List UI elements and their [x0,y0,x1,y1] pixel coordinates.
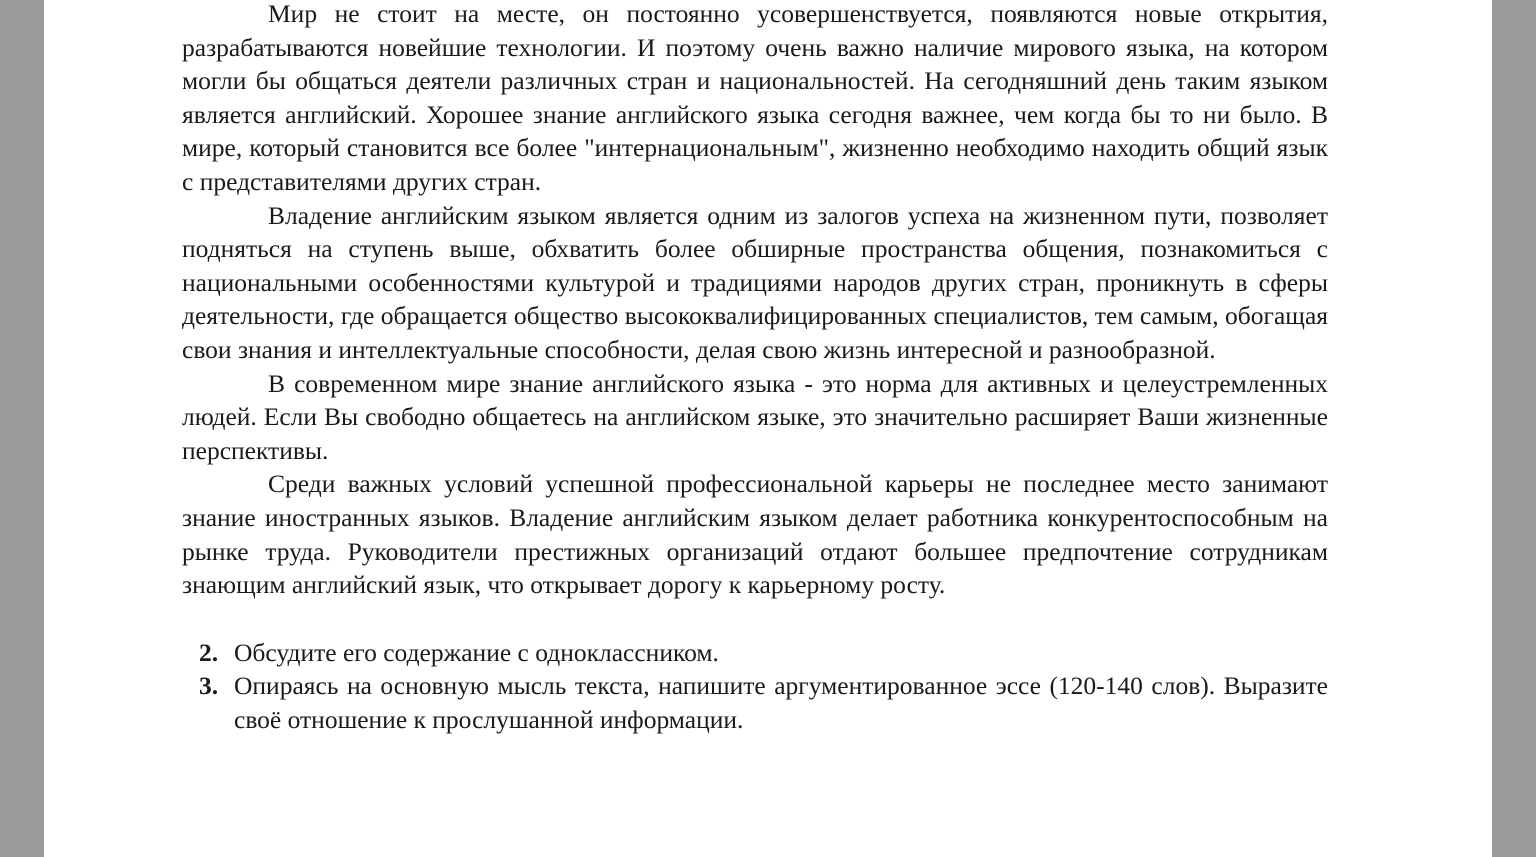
paragraph-spacer [182,602,1328,636]
task-item-3 [182,669,1328,736]
task-text: Опираясь на основную мысль текста, напишите аргументированное эссе (120-140 слов). Выразите своё отношение к прослушанной информации. [234,671,1328,734]
paragraph-4: Среди важных условий успешной профессиональной карьеры не последнее место занимают знание иностранных языков. Владение английским языком делает работника конкурентоспособным на рынке труда. Руководители престижных организаций отдают большее предпочтение сотрудникам знающим английский язык, что открывает дорогу к карьерному росту. [182,469,1328,600]
task-text: Обсудите его содержание с одноклассником. [234,637,719,667]
document-page [44,0,1492,857]
task-item-2 [182,636,1328,670]
paragraph-3: В современном мире знание английского языка - это норма для активных и целеустремленных людей. Если Вы свободно общаетесь на английском языке, это значительно расширяет Ваши жизненные перспективы. [182,368,1328,465]
task-list [182,636,1328,737]
page-content [182,0,1328,736]
task-number: 3. [199,671,219,701]
paragraph-2: Владение английским языком является одним из залогов успеха на жизненном пути, позволяет подняться на ступень выше, обхватить более обширные пространства общения, познакомиться с национальными особенностями культурой и традициями народов других стран, проникнуть в сферы деятельности, где обращается общество высококвалифицированных специалистов, тем самым, обогащая свои знания и интеллектуальные способности, делая свою жизнь интересной и разнообразной. [182,200,1328,364]
task-number: 2. [199,637,219,667]
paragraph-1: Мир не стоит на месте, он постоянно усовершенствуется, появляются новые открытия, разрабатываются новейшие технологии. И поэтому очень важно наличие мирового языка, на котором могли бы общаться деятели различных стран и национальностей. На сегодняшний день таким языком является английский. Хорошее знание английского языка сегодня важнее, чем когда бы то ни было. В мире, который становится все более "интернациональным", жизненно необходимо находить общий язык с представителями других стран. [182,0,1328,196]
